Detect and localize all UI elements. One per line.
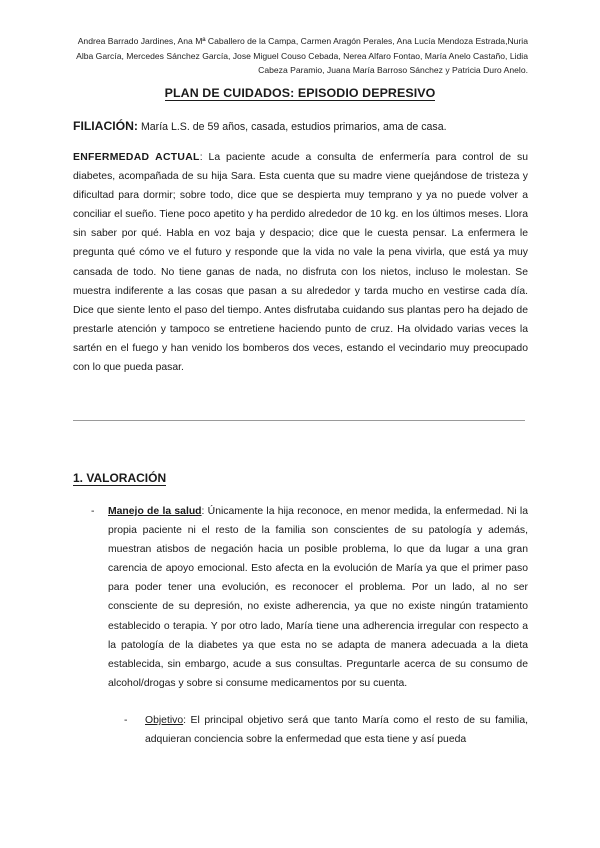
filiacion-paragraph [73, 119, 528, 135]
list-item-label: Manejo de la salud [108, 506, 202, 517]
document-title [0, 86, 600, 100]
section-heading-text: 1. VALORACIÓN [73, 471, 167, 485]
sublist-item-body [145, 711, 528, 749]
document-title-text: PLAN DE CUIDADOS: EPISODIO DEPRESIVO [164, 86, 436, 100]
list-item-text: : Únicamente la hija reconoce, en menor medida, la enfermedad. Ni la propia paciente ni el resto de la familia son conscientes de su patología y además, muestran atisbos de negación hacia un posible problema, lo que da lugar a una gran carencia de apoyo emocional. Esto afecta en la evolución de María ya que el primer paso para poder tener una evolución, es reconocer el problema. Por un lado, al no ser consciente de su depresión, no existe adherencia, ya que no existe ningún tratamiento establecido o terapia. Y por otro lado, María tiene una adherencia irregular con respecto a la patología de la diabetes ya que esta no se adapta de manera adecuada a la dieta establecida, sin embargo, acude a sus consultas. Preguntarle acerca de su consumo de alcohol/drogas y sobre si consume medicamentos por su cuenta. [108, 506, 528, 689]
authors-header: Andrea Barrado Jardines, Ana Mª Caballero de la Campa, Carmen Aragón Perales, Ana Lucía Mendoza Estrada,Nuria Alba García, Mercedes Sánchez García, Jose Miguel Couso Cebada, Nerea Alfaro Fontao, María Anelo Castaño, Lidia Cabeza Paramio, Juana María Barroso Sánchez y Patricia Duro Anelo. [76, 36, 528, 75]
section-heading-valoracion [73, 471, 166, 485]
sublist-item-text: : El principal objetivo será que tanto María como el resto de su familia, adquieran conciencia sobre la enfermedad que esta tiene y así pueda [145, 715, 528, 746]
filiacion-label: FILIACIÓN: [73, 119, 138, 133]
enfermedad-actual-text: : La paciente acude a consulta de enfermería para control de su diabetes, acompañada de su hija Sara. Esta cuenta que su madre viene quejándose de tristeza y dificultad para dormir; sobre todo, dice que se despierta muy temprano y ya no puede volver a conciliar el sueño. Tiene poco apetito y ha perdido alrededor de 10 kg. en los últimos meses. Llora sin saber por qué. Habla en voz baja y despacio; dice que le cuesta pensar. La enfermera le pregunta qué cómo ve el futuro y responde que la vida no vale la pena vivirla, que está ya muy cansada de todo. No tiene ganas de nada, no disfruta con los nietos, incluso le molestan. Se muestra indiferente a las cosas que pasan a su alrededor y tarda mucho en vestirse cada día. Dice que siente lento el paso del tiempo. Antes disfrutaba cuidando sus plantas pero ha dejado de prestarle atención y tampoco se entretiene haciendo punto de cruz. Ha olvidado varias veces la sartén en el fuego y han venido los bomberos dos veces, estando el vecindario muy preocupado con lo que pueda pasar. [73, 152, 529, 374]
filiacion-text: María L.S. de 59 años, casada, estudios primarios, ama de casa. [138, 121, 447, 133]
enfermedad-actual-paragraph [73, 148, 528, 377]
horizontal-divider [73, 420, 525, 421]
sublist-bullet: - [124, 715, 128, 726]
sublist-item-label: Objetivo [145, 715, 184, 726]
list-bullet: - [91, 506, 95, 517]
list-item-body [108, 502, 528, 693]
enfermedad-actual-label: ENFERMEDAD ACTUAL [73, 152, 200, 163]
